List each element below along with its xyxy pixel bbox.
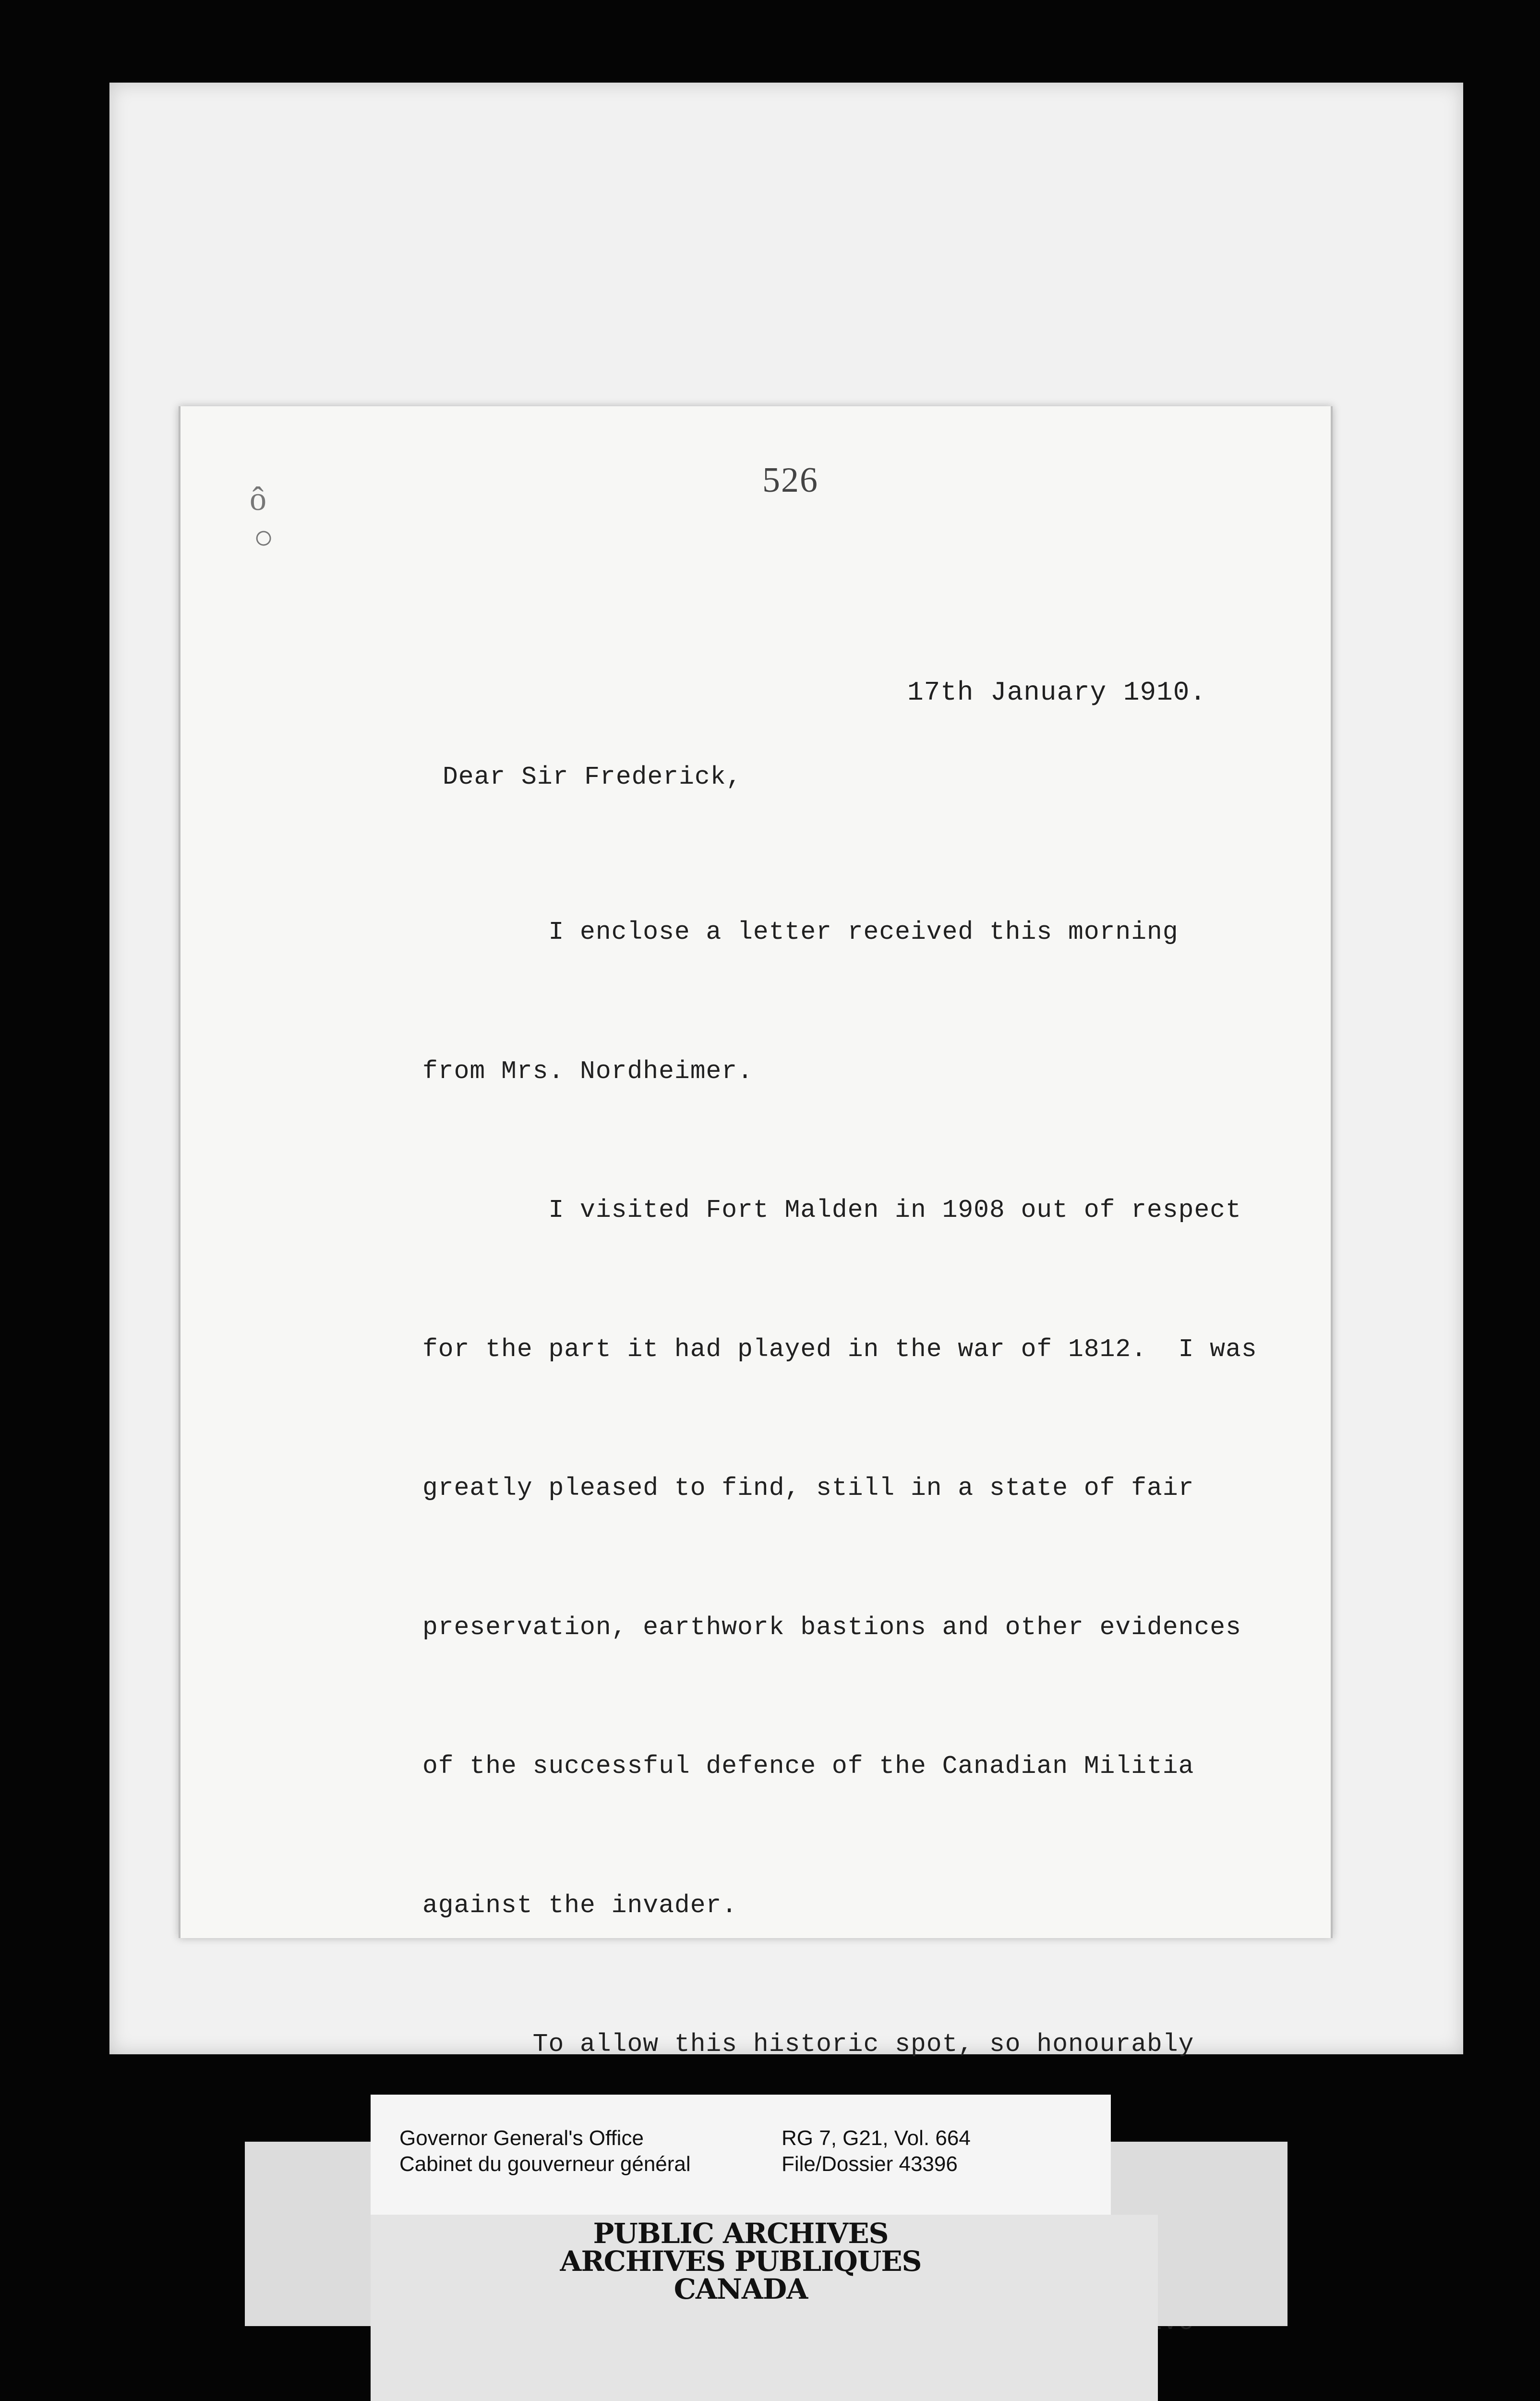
body-line: of the successful defence of the Canadian Militia (422, 1752, 1194, 1781)
stamp-line-country: CANADA (674, 2273, 808, 2305)
office-french: Cabinet du gouverneur général (399, 2152, 691, 2176)
margin-mark: ○ (253, 519, 274, 556)
letter-salutation: Dear Sir Frederick, (443, 763, 742, 791)
margin-mark: ô (250, 481, 266, 518)
stamp-line-english: PUBLIC ARCHIVES (593, 2217, 889, 2250)
archive-office (399, 2125, 691, 2177)
stamp-line-french: ARCHIVES PUBLIQUES (560, 2245, 922, 2278)
record-group: RG 7, G21, Vol. 664 (782, 2126, 971, 2150)
body-line: for the part it had played in the war of 1812. I was (422, 1334, 1257, 1364)
archives-stamp (371, 2219, 1111, 2303)
body-line: I visited Fort Malden in 1908 out of respect (422, 1196, 1241, 1225)
body-line: against the invader. (422, 1891, 738, 1920)
office-english: Governor General's Office (399, 2126, 644, 2150)
body-line: greatly pleased to find, still in a state of fair (422, 1474, 1194, 1503)
page-number: 526 (762, 461, 818, 500)
body-line: from Mrs. Nordheimer. (422, 1056, 753, 1086)
archive-label (371, 2095, 1111, 2215)
body-line: preservation, earthwork bastions and other evidences (422, 1613, 1241, 1642)
body-line: I enclose a letter received this morning (422, 918, 1179, 946)
file-number: File/Dossier 43396 (782, 2152, 958, 2176)
letter-date: 17th January 1910. (907, 677, 1206, 708)
archive-reference (782, 2125, 971, 2177)
body-line: To allow this historic spot, so honourably (422, 2030, 1194, 2059)
